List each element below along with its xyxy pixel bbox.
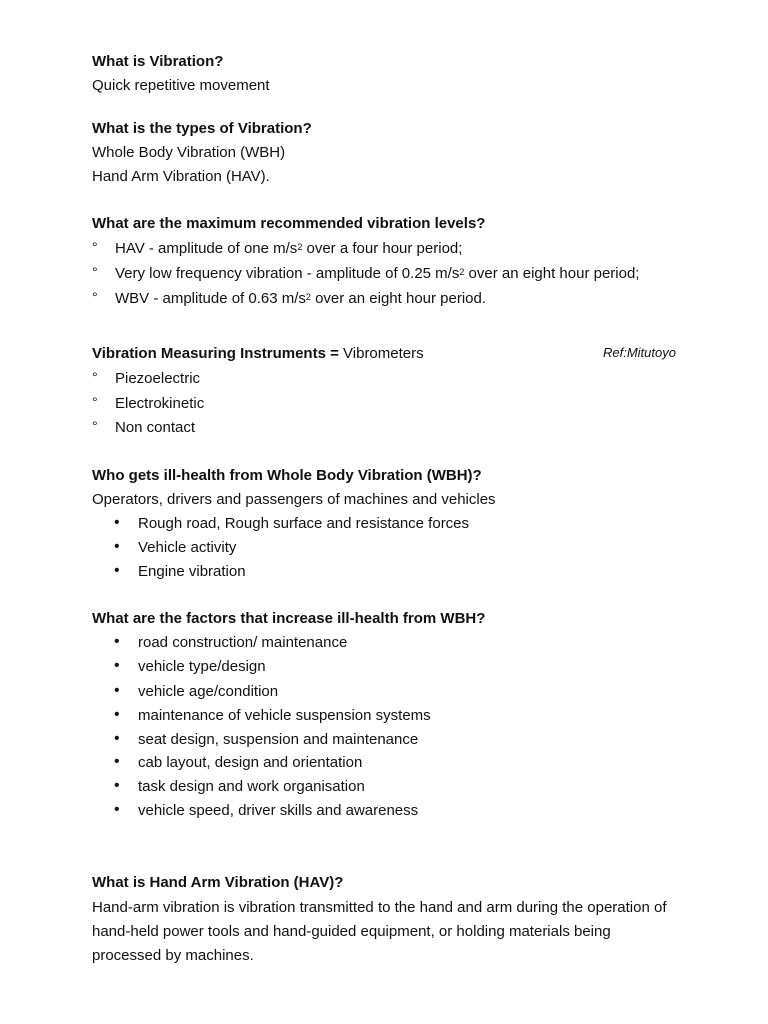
answer-wbh-who: Operators, drivers and passengers of machines and vehicles — [92, 491, 496, 508]
reference-note: Ref:Mitutoyo — [603, 345, 676, 360]
bullet: • — [114, 633, 120, 650]
bullet: • — [114, 562, 120, 579]
degree-bullet: ° — [92, 239, 98, 255]
factor-item: vehicle age/condition — [138, 683, 279, 700]
heading-what-is-vibration: What is Vibration? — [92, 53, 224, 70]
bullet: • — [114, 682, 120, 699]
degree-bullet: ° — [92, 289, 98, 305]
bullet: • — [114, 514, 120, 531]
wbh-who-item: Vehicle activity — [138, 539, 237, 556]
type-item: Hand Arm Vibration (HAV). — [92, 168, 270, 185]
factor-item: vehicle speed, driver skills and awareness — [138, 802, 419, 819]
factor-item: road construction/ maintenance — [138, 634, 348, 651]
level-item: WBV - amplitude of 0.63 $m/s^2$ over an eight hour period. — [115, 290, 487, 307]
degree-bullet: ° — [92, 264, 98, 280]
level-item: HAV - amplitude of one $m/s^2$ over a four hour period; — [115, 240, 463, 257]
heading-types: What is the types of Vibration? — [92, 120, 312, 137]
degree-bullet: ° — [92, 394, 98, 410]
bullet: • — [114, 538, 120, 555]
instrument-item: Electrokinetic — [115, 395, 205, 412]
level-item: Very low frequency vibration - amplitude of 0.25 $m/s^2$ over an eight hour period; — [115, 265, 640, 282]
bullet: • — [114, 706, 120, 723]
heading-levels: What are the maximum recommended vibration levels? — [92, 215, 486, 232]
heading-instruments: Vibration Measuring Instruments = Vibrometers — [92, 345, 424, 362]
factor-item: vehicle type/design — [138, 658, 266, 675]
answer-vibration: Quick repetitive movement — [92, 77, 270, 94]
wbh-who-item: Rough road, Rough surface and resistance forces — [138, 515, 470, 532]
bullet: • — [114, 657, 120, 674]
type-item: Whole Body Vibration (WBH) — [92, 144, 286, 161]
factor-item: seat design, suspension and maintenance — [138, 731, 419, 748]
heading-wbh-factors: What are the factors that increase ill-health from WBH? — [92, 610, 486, 627]
factor-item: task design and work organisation — [138, 778, 365, 795]
factor-item: maintenance of vehicle suspension systems — [138, 707, 431, 724]
bullet: • — [114, 777, 120, 794]
bullet: • — [114, 801, 120, 818]
bullet: • — [114, 753, 120, 770]
degree-bullet: ° — [92, 369, 98, 385]
instrument-item: Piezoelectric — [115, 370, 201, 387]
degree-bullet: ° — [92, 418, 98, 434]
wbh-who-item: Engine vibration — [138, 563, 246, 580]
heading-hav: What is Hand Arm Vibration (HAV)? — [92, 874, 344, 891]
instrument-item: Non contact — [115, 419, 196, 436]
hav-paragraph: Hand-arm vibration is vibration transmitted to the hand and arm during the operation of hand-held power tools and hand-guided equipment, or holding materials being processed by machines. — [92, 899, 667, 964]
heading-wbh-who: Who gets ill-health from Whole Body Vibration (WBH)? — [92, 467, 482, 484]
bullet: • — [114, 730, 120, 747]
factor-item: cab layout, design and orientation — [138, 754, 363, 771]
